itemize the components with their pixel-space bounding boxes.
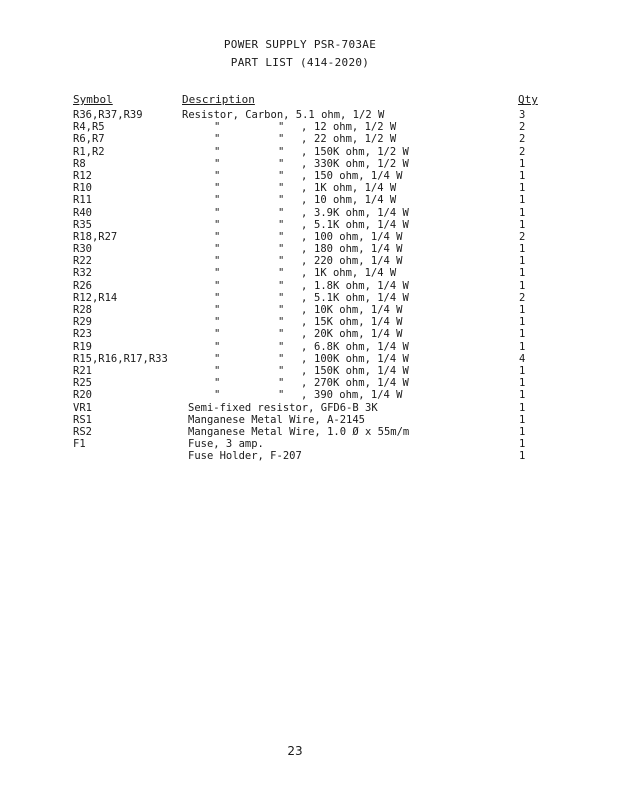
part-value: 1K ohm, 1/4 W — [314, 182, 397, 195]
part-symbol: R29 — [73, 316, 92, 329]
ditto-mark: " — [214, 230, 221, 243]
part-description: Manganese Metal Wire, A-2145 — [188, 413, 366, 426]
part-row — [0, 267, 618, 279]
ditto-mark: " — [278, 340, 285, 353]
part-row — [0, 389, 618, 401]
part-row — [0, 219, 618, 231]
ditto-mark: " — [214, 145, 221, 158]
ditto-mark: " — [278, 169, 285, 182]
ditto-comma: , — [301, 230, 308, 243]
ditto-mark: " — [278, 194, 285, 207]
ditto-mark: " — [278, 304, 285, 316]
part-value: 20K ohm, 1/4 W — [314, 328, 403, 341]
ditto-mark: " — [278, 328, 285, 341]
part-row — [0, 231, 618, 243]
part-row — [0, 328, 618, 340]
ditto-comma: , — [301, 255, 308, 268]
part-symbol: R4,R5 — [73, 121, 105, 134]
ditto-mark: " — [278, 145, 285, 158]
column-header-symbol: Symbol — [73, 93, 113, 106]
part-value: 22 ohm, 1/2 W — [314, 133, 397, 146]
ditto-mark: " — [278, 279, 285, 292]
part-symbol: R1,R2 — [73, 145, 105, 158]
part-qty: 1 — [519, 340, 526, 353]
part-symbol: R12,R14 — [73, 291, 118, 304]
part-value: 150 ohm, 1/4 W — [314, 169, 403, 182]
parts-list — [0, 109, 618, 462]
ditto-mark: " — [214, 304, 221, 316]
part-qty: 1 — [519, 413, 526, 426]
ditto-comma: , — [301, 243, 308, 256]
part-value: 15K ohm, 1/4 W — [314, 316, 403, 329]
part-value: 150K ohm, 1/2 W — [314, 145, 409, 158]
part-row — [0, 426, 618, 438]
ditto-comma: , — [301, 145, 308, 158]
part-symbol: R6,R7 — [73, 133, 105, 146]
column-header-description: Description — [182, 93, 255, 106]
ditto-comma: , — [301, 218, 308, 231]
part-qty: 2 — [519, 133, 526, 146]
ditto-mark: " — [214, 182, 221, 195]
ditto-comma: , — [301, 279, 308, 292]
ditto-comma: , — [301, 169, 308, 182]
part-symbol: F1 — [73, 438, 86, 451]
ditto-mark: " — [214, 157, 221, 170]
part-value: 220 ohm, 1/4 W — [314, 255, 403, 268]
part-value: 1K ohm, 1/4 W — [314, 267, 397, 280]
ditto-mark: " — [214, 194, 221, 207]
ditto-mark: " — [214, 133, 221, 146]
part-value: 6.8K ohm, 1/4 W — [314, 340, 409, 353]
ditto-comma: , — [301, 157, 308, 170]
part-qty: 1 — [519, 377, 526, 390]
part-row — [0, 438, 618, 450]
part-row — [0, 109, 618, 121]
ditto-comma: , — [301, 340, 308, 353]
column-header-qty: Qty — [518, 93, 538, 106]
part-row — [0, 414, 618, 426]
part-value: 12 ohm, 1/2 W — [314, 121, 397, 134]
part-description: Resistor, Carbon, 5.1 ohm, 1/2 W — [182, 109, 385, 121]
ditto-mark: " — [214, 364, 221, 377]
part-symbol: R11 — [73, 194, 92, 207]
part-row — [0, 353, 618, 365]
ditto-comma: , — [301, 377, 308, 390]
ditto-mark: " — [214, 279, 221, 292]
part-row — [0, 450, 618, 462]
part-row — [0, 402, 618, 414]
part-qty: 1 — [519, 169, 526, 182]
ditto-mark: " — [278, 377, 285, 390]
part-row — [0, 158, 618, 170]
part-qty: 1 — [519, 194, 526, 207]
ditto-mark: " — [278, 291, 285, 304]
part-value: 5.1K ohm, 1/4 W — [314, 291, 409, 304]
ditto-comma: , — [301, 206, 308, 219]
part-qty: 1 — [519, 328, 526, 341]
part-row — [0, 133, 618, 145]
part-value: 270K ohm, 1/4 W — [314, 377, 409, 390]
ditto-mark: " — [278, 218, 285, 231]
part-value: 3.9K ohm, 1/4 W — [314, 206, 409, 219]
part-qty: 2 — [519, 121, 526, 134]
ditto-mark: " — [278, 206, 285, 219]
ditto-mark: " — [214, 340, 221, 353]
document-title: POWER SUPPLY PSR-703AE — [223, 38, 377, 51]
part-value: 5.1K ohm, 1/4 W — [314, 218, 409, 231]
part-qty: 1 — [519, 364, 526, 377]
part-value: 1.8K ohm, 1/4 W — [314, 279, 409, 292]
part-qty: 4 — [519, 352, 526, 365]
part-qty: 1 — [519, 438, 526, 451]
ditto-mark: " — [214, 121, 221, 134]
ditto-mark: " — [214, 255, 221, 268]
ditto-mark: " — [278, 255, 285, 268]
part-symbol: VR1 — [73, 401, 92, 414]
ditto-mark: " — [214, 243, 221, 256]
ditto-mark: " — [214, 328, 221, 341]
ditto-mark: " — [214, 377, 221, 390]
ditto-mark: " — [214, 267, 221, 280]
ditto-mark: " — [214, 316, 221, 329]
part-description: Manganese Metal Wire, 1.0 Ø x 55m/m — [188, 425, 410, 438]
ditto-mark: " — [214, 206, 221, 219]
part-row — [0, 182, 618, 194]
part-row — [0, 316, 618, 328]
ditto-comma: , — [301, 121, 308, 134]
ditto-mark: " — [278, 121, 285, 134]
part-symbol: R10 — [73, 182, 92, 195]
part-symbol: R26 — [73, 279, 92, 292]
part-qty: 2 — [519, 145, 526, 158]
part-qty: 2 — [519, 230, 526, 243]
part-symbol: R15,R16,R17,R33 — [73, 352, 168, 365]
part-value: 180 ohm, 1/4 W — [314, 243, 403, 256]
part-row — [0, 341, 618, 353]
page-number: 23 — [287, 744, 303, 758]
part-qty: 1 — [519, 206, 526, 219]
ditto-mark: " — [278, 267, 285, 280]
part-symbol: R35 — [73, 218, 92, 231]
part-symbol: R36,R37,R39 — [73, 109, 143, 121]
part-value: 100K ohm, 1/4 W — [314, 352, 409, 365]
part-row — [0, 194, 618, 206]
part-qty: 1 — [519, 157, 526, 170]
part-description: Fuse Holder, F-207 — [188, 450, 302, 463]
ditto-comma: , — [301, 133, 308, 146]
ditto-comma: , — [301, 389, 308, 402]
part-symbol: R32 — [73, 267, 92, 280]
part-row — [0, 243, 618, 255]
ditto-mark: " — [278, 389, 285, 402]
part-qty: 1 — [519, 389, 526, 402]
part-symbol: R40 — [73, 206, 92, 219]
ditto-mark: " — [214, 352, 221, 365]
part-symbol: R23 — [73, 328, 92, 341]
part-symbol: RS1 — [73, 413, 92, 426]
part-qty: 1 — [519, 279, 526, 292]
part-value: 330K ohm, 1/2 W — [314, 157, 409, 170]
part-qty: 1 — [519, 267, 526, 280]
part-qty: 1 — [519, 255, 526, 268]
ditto-mark: " — [214, 291, 221, 304]
ditto-comma: , — [301, 194, 308, 207]
part-row — [0, 121, 618, 133]
part-symbol: R20 — [73, 389, 92, 402]
part-qty: 2 — [519, 291, 526, 304]
part-description: Semi-fixed resistor, GFD6-B 3K — [188, 401, 378, 414]
part-symbol: RS2 — [73, 425, 92, 438]
part-qty: 3 — [519, 109, 526, 121]
ditto-comma: , — [301, 267, 308, 280]
part-qty: 1 — [519, 450, 526, 463]
ditto-mark: " — [278, 157, 285, 170]
ditto-mark: " — [278, 182, 285, 195]
part-value: 10 ohm, 1/4 W — [314, 194, 397, 207]
ditto-comma: , — [301, 316, 308, 329]
ditto-mark: " — [214, 218, 221, 231]
part-symbol: R8 — [73, 157, 86, 170]
ditto-mark: " — [214, 389, 221, 402]
ditto-mark: " — [278, 352, 285, 365]
part-qty: 1 — [519, 425, 526, 438]
ditto-comma: , — [301, 291, 308, 304]
part-row — [0, 146, 618, 158]
part-symbol: R19 — [73, 340, 92, 353]
ditto-comma: , — [301, 364, 308, 377]
part-value: 100 ohm, 1/4 W — [314, 230, 403, 243]
part-row — [0, 292, 618, 304]
part-value: 10K ohm, 1/4 W — [314, 304, 403, 316]
part-qty: 1 — [519, 304, 526, 316]
part-row — [0, 280, 618, 292]
part-symbol: R18,R27 — [73, 230, 118, 243]
part-qty: 1 — [519, 243, 526, 256]
document-subtitle: PART LIST (414-2020) — [230, 56, 370, 69]
part-qty: 1 — [519, 218, 526, 231]
part-row — [0, 377, 618, 389]
part-value: 390 ohm, 1/4 W — [314, 389, 403, 402]
ditto-mark: " — [278, 316, 285, 329]
part-symbol: R28 — [73, 304, 92, 316]
part-symbol: R22 — [73, 255, 92, 268]
part-row — [0, 304, 618, 316]
ditto-mark: " — [214, 169, 221, 182]
ditto-mark: " — [278, 243, 285, 256]
part-symbol: R12 — [73, 169, 92, 182]
part-symbol: R25 — [73, 377, 92, 390]
part-qty: 1 — [519, 316, 526, 329]
part-symbol: R30 — [73, 243, 92, 256]
ditto-mark: " — [278, 364, 285, 377]
ditto-comma: , — [301, 304, 308, 316]
ditto-mark: " — [278, 230, 285, 243]
part-symbol: R21 — [73, 364, 92, 377]
part-description: Fuse, 3 amp. — [188, 438, 264, 451]
ditto-comma: , — [301, 182, 308, 195]
part-row — [0, 207, 618, 219]
part-qty: 1 — [519, 401, 526, 414]
part-value: 150K ohm, 1/4 W — [314, 364, 409, 377]
part-row — [0, 255, 618, 267]
part-qty: 1 — [519, 182, 526, 195]
part-row — [0, 170, 618, 182]
ditto-comma: , — [301, 352, 308, 365]
ditto-comma: , — [301, 328, 308, 341]
part-row — [0, 365, 618, 377]
ditto-mark: " — [278, 133, 285, 146]
